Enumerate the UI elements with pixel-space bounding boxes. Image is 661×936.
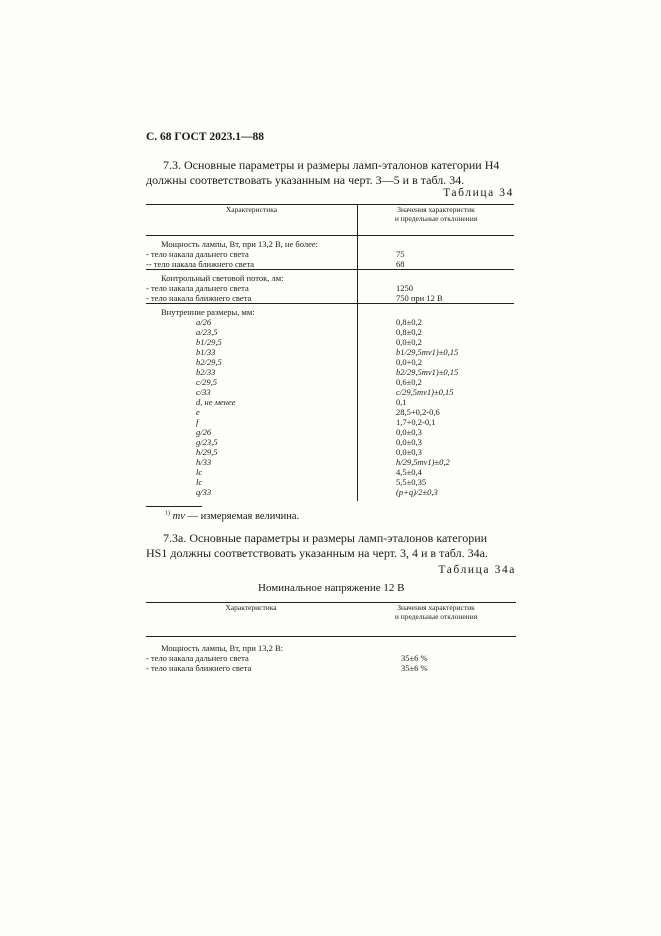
- table-row: [146, 637, 516, 654]
- table-row: - тело накала дальнего света 1250: [146, 283, 413, 293]
- col-header-characteristic: Характеристика: [146, 205, 358, 236]
- table-row: b2/29,5 0,0+0,2: [146, 357, 514, 367]
- section-title: Мощность лампы, Вт, при 13,2 В:: [161, 643, 284, 653]
- table-34-label: Таблица 34: [443, 187, 514, 199]
- table-row: - тело накала ближнего света 750 при 12 В: [146, 293, 443, 303]
- table-row: f 1,7+0,2-0,1: [146, 417, 514, 427]
- section-title: Внутренние размеры, мм:: [161, 307, 255, 317]
- table-row: b2/33 b2/29,5mv1)±0,15: [146, 367, 514, 377]
- table-header-row: [146, 205, 514, 236]
- table-row: [146, 236, 514, 250]
- table-row: b1/33 b1/29,5mv1)±0,15: [146, 347, 514, 357]
- footnote-rule: [146, 506, 202, 507]
- page-header: С. 68 ГОСТ 2023.1—88: [146, 131, 265, 143]
- paragraph-line: HS1 должны соответствовать указанным на черт. 3, 4 и в табл. 34а.: [146, 546, 488, 560]
- table-row: [146, 304, 514, 318]
- table-row: lc 4,5±0,4: [146, 467, 514, 477]
- table-row: b1/29,5 0,0±0,2: [146, 337, 514, 347]
- paragraph-line: должны соответствовать указанным на черт. 3—5 и в табл. 34.: [146, 173, 465, 187]
- table-row: h/33 h/29,5mv1)±0,2: [146, 457, 514, 467]
- table-row: g/26 0,0±0,3: [146, 427, 514, 437]
- table-34a: [146, 602, 516, 673]
- col-header-characteristic: Характеристика: [146, 603, 356, 637]
- section-title: Контрольный световой поток, лм:: [161, 273, 284, 283]
- table-row: e 28,5+0,2-0,6: [146, 407, 514, 417]
- table-row: - тело накала дальнего света 75: [146, 249, 405, 259]
- table-row: - тело накала дальнего света 35±6 %: [146, 653, 428, 663]
- table-row: c/33 c/29,5mv1)±0,15: [146, 387, 514, 397]
- table-row: a/26 0,8±0,2: [146, 317, 514, 327]
- table-row: c/29,5 0,6±0,2: [146, 377, 514, 387]
- footnote: $^{1)}$ mv — измеряемая величина.: [165, 510, 300, 522]
- paragraph-line: 7.3а. Основные параметры и размеры ламп-эталонов категории: [163, 531, 488, 545]
- paragraph-7-3a: [146, 531, 516, 561]
- table-34a-label: Таблица 34а: [438, 564, 516, 576]
- table-row: a/23,5 0,8±0,2: [146, 327, 514, 337]
- table-row: lc 5,5±0,35: [146, 477, 514, 487]
- table-header-row: [146, 603, 516, 637]
- paragraph-line: 7.3. Основные параметры и размеры ламп-эталонов категории Н4: [163, 158, 500, 172]
- table-row: [146, 270, 514, 284]
- table-row: g/23,5 0,0±0,3: [146, 437, 514, 447]
- table-row: h/29,5 0,0±0,3: [146, 447, 514, 457]
- table-row: q/33 (p+q)/2±0,3: [146, 487, 514, 501]
- paragraph-7-3: [146, 158, 514, 188]
- col-header-values: Значения характеристик и предельные отклонения: [358, 205, 515, 236]
- col-header-values: Значения характеристик и предельные отклонения: [356, 603, 516, 637]
- table-34: [146, 204, 514, 501]
- table-row: - тело накала ближнего света 35±6 %: [146, 663, 428, 673]
- table-34a-subtitle: Номинальное напряжение 12 В: [258, 582, 405, 594]
- table-row: -- тело накала ближнего света 68: [146, 259, 405, 269]
- table-row: d, не менее 0,1: [146, 397, 514, 407]
- section-title: Мощность лампы, Вт, при 13,2 В, не более:: [161, 239, 318, 249]
